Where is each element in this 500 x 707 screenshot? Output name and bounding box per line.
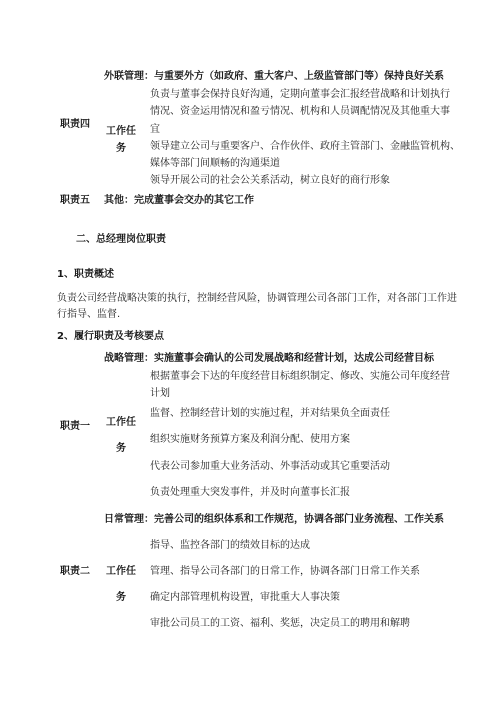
duty-2-task-line: 确定内部管理机构设置，审批重大人事决策 <box>150 592 340 603</box>
duty-1-task-line: 代表公司参加重大业务活动、外事活动或其它重要活动 <box>150 461 390 472</box>
duty-4-task-line: 领导开展公司的社会公关系活动，树立良好的商行形象 <box>150 175 390 186</box>
duty-4-heading: 外联管理：与重要外方（如政府、重大客户、上级监管部门等）保持良好关系 <box>104 71 444 82</box>
duty-2-task-line: 审批公司员工的工资、福利、奖惩，决定员工的聘用和解聘 <box>150 618 410 629</box>
duty-1-task-line: 计划 <box>150 388 170 399</box>
duty-1-task-line: 根据董事会下达的年度经营目标组织制定、修改、实施公司年度经营 <box>150 371 450 382</box>
subsection-title: 2、履行职责及考核要点 <box>57 331 164 342</box>
duty-2-heading: 日常管理：完善公司的组织体系和工作规范，协调各部门业务流程、工作关系 <box>104 514 444 525</box>
duty-2-task-label-line1: 工作任 <box>106 566 136 577</box>
duty-4-task-label-line1: 工作任 <box>106 126 136 137</box>
duty-4-task-line: 负责与董事会保持良好沟通，定期向董事会汇报经营战略和计划执行 <box>150 89 450 100</box>
duty-4-label: 职责四 <box>60 119 90 130</box>
duty-1-task-line: 负责处理重大突发事件，并及时向董事长汇报 <box>150 487 350 498</box>
duty-4-task-line: 领导建立公司与重要客户、合作伙伴、政府主管部门、金融监管机构、 <box>150 141 460 152</box>
duty-1-heading: 战略管理：实施董事会确认的公司发展战略和经营计划，达成公司经营目标 <box>104 353 434 364</box>
duty-4-task-line: 情况、资金运用情况和盈亏情况、机构和人员调配情况及其他重大事 <box>150 106 450 117</box>
duty-2-task-line: 管理、指导公司各部门的日常工作，协调各部门日常工作关系 <box>150 566 420 577</box>
duty-1-task-label-line2: 务 <box>116 443 126 454</box>
duty-1-task-label-line1: 工作任 <box>106 417 136 428</box>
duty-2-task-label-line2: 务 <box>116 592 126 603</box>
subsection-title: 1、职责概述 <box>57 269 114 280</box>
overview-paragraph-line: 负责公司经营战略决策的执行，控制经营风险，协调管理公司各部门工作，对各部门工作进 <box>57 293 457 304</box>
duty-4-task-line: 媒体等部门间顺畅的沟通渠道 <box>150 158 280 169</box>
duty-2-label: 职责二 <box>60 566 90 577</box>
section-title: 二、总经理岗位职责 <box>76 234 166 245</box>
duty-2-task-line: 指导、监控各部门的绩效目标的达成 <box>150 540 310 551</box>
duty-5-heading: 其他：完成董事会交办的其它工作 <box>104 195 254 206</box>
duty-1-task-line: 组织实施财务预算方案及利润分配、使用方案 <box>150 434 350 445</box>
duty-1-task-line: 监督、控制经营计划的实施过程，并对结果负全面责任 <box>150 408 390 419</box>
duty-4-task-line: 宜 <box>150 124 160 135</box>
overview-paragraph-line: 行指导、监督. <box>57 309 121 320</box>
duty-1-label: 职责一 <box>60 421 90 432</box>
duty-4-task-label-line2: 务 <box>116 143 126 154</box>
duty-5-label: 职责五 <box>60 195 90 206</box>
